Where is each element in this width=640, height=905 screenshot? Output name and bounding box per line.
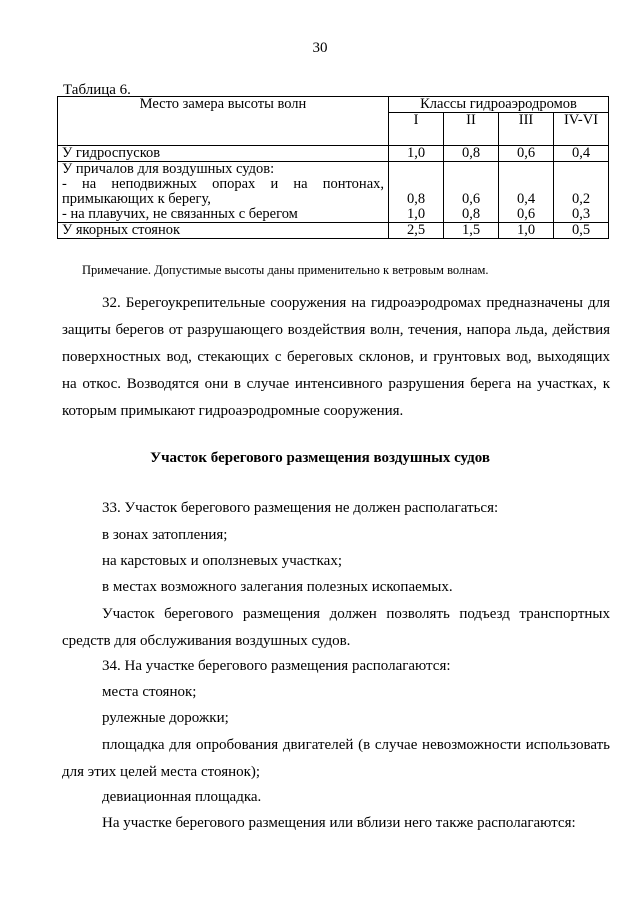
row-value: 2,5 [389,223,444,239]
row-value-group [499,162,554,223]
header-class-3: III [499,113,554,146]
list-item: в местах возможного залегания полезных ископаемых. [102,579,453,595]
paragraph-34: 34. На участке берегового размещения располагаются: [102,658,451,674]
row-value: 0,3 [571,206,591,222]
list-item: рулежные дорожки; [102,710,229,726]
row-value-group [444,162,499,223]
row-value: 0,4 [554,146,609,162]
table-header-row [58,97,609,113]
header-classes: Классы гидроаэродромов [389,97,609,113]
row-value: 0,8 [444,146,499,162]
table-caption: Таблица 6. [63,82,131,98]
row-place: У якорных стоянок [58,223,389,239]
row-value: 0,2 [571,191,591,207]
row-value: 0,6 [499,146,554,162]
paragraph-32-block [62,290,610,425]
list-item: места стоянок; [102,684,197,700]
row-place: - на неподвижных опорах и на понтонах, примыкающих к берегу, [62,176,384,207]
paragraph-33-tail: Участок берегового размещения должен позволять подъезд транспортных средств для обслуживания воздушных судов. [62,606,610,649]
row-place-group [58,162,389,223]
row-value-group [554,162,609,223]
paragraph-33-tail-block [62,601,610,655]
row-value: 1,0 [389,146,444,162]
row-value: 0,8 [461,206,481,222]
section-heading: Участок берегового размещения воздушных судов [150,450,490,466]
table-row [58,162,609,223]
row-value: 0,8 [406,191,426,207]
row-value: 1,5 [444,223,499,239]
table-row [58,146,609,162]
page-number: 30 [312,40,328,56]
row-value-group [389,162,444,223]
paragraph-34-tail: На участке берегового размещения или вблизи него также располагаются: [102,815,576,831]
table-note: Примечание. Допустимые высоты даны применительно к ветровым волнам. [82,263,489,277]
row-value: 1,0 [499,223,554,239]
row-value: 1,0 [406,206,426,222]
row-place: У причалов для воздушных судов: [62,161,275,177]
header-place: Место замера высоты волн [58,97,389,146]
row-value: 0,6 [461,191,481,207]
list-item: на карстовых и оползневых участках; [102,553,342,569]
row-place: У гидроспусков [58,146,389,162]
paragraph-33: 33. Участок берегового размещения не должен располагаться: [102,500,499,516]
header-class-1: I [389,113,444,146]
table-row [58,223,609,239]
header-class-2: II [444,113,499,146]
wave-height-table [57,96,609,239]
paragraph-32: 32. Берегоукрепительные сооружения на гидроаэродромах предназначены для защиты берегов от разрушающего воздействия волн, течения, напора льда, действия поверхностных вод, стекающих с береговых склонов, и грунтовых вод, выходящих на откос. Возводятся они в случае интенсивного разрушения берега на участках, к которым примыкают гидроаэродромные сооружения. [62,295,610,419]
row-value: 0,4 [516,191,536,207]
row-value: 0,6 [516,206,536,222]
paragraph-34-platform-block [62,732,610,786]
header-class-4: IV-VI [554,113,609,146]
row-value: 0,5 [554,223,609,239]
list-item: площадка для опробования двигателей (в случае невозможности использовать для этих целей места стоянок); [62,737,610,780]
list-item: девиационная площадка. [102,789,262,805]
list-item: в зонах затопления; [102,527,228,543]
row-place: - на плавучих, не связанных с берегом [62,206,298,222]
